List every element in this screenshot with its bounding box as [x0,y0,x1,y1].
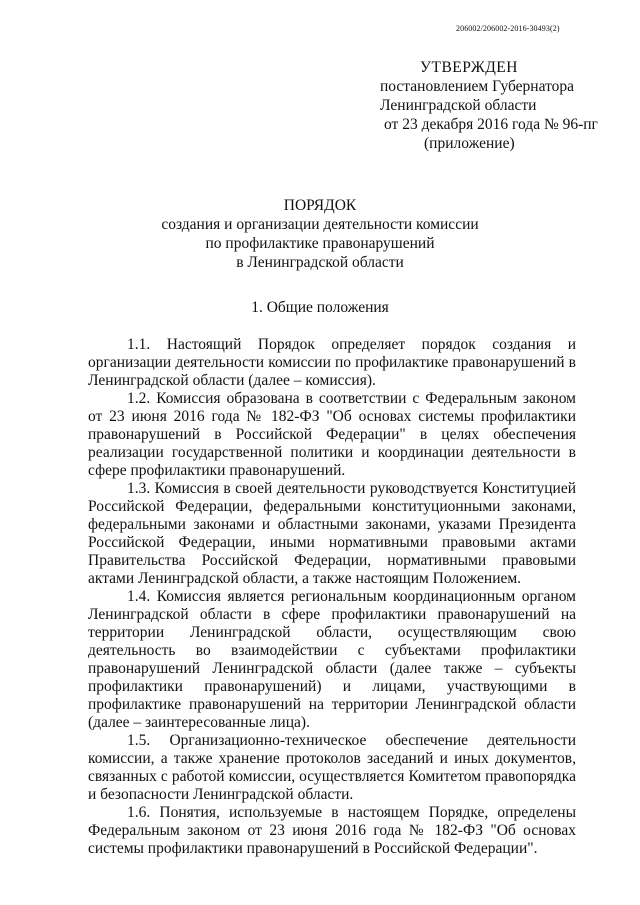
document-title-line: по профилактике правонарушений [205,235,435,252]
paragraph-1-1: 1.1. Настоящий Порядок определяет порядок создания и организации деятельности комиссии по профилактике правонарушений в Ленинградской области (далее – комиссия). [88,336,576,389]
paragraph-1-2: 1.2. Комиссия образована в соответствии с Федеральным законом от 23 июня 2016 года № 182-ФЗ "Об основах системы профилактики правонарушений в Российской Федерации" в целях обеспечения реализации государственной политики и координации деятельности в сфере профилактики правонарушений. [88,390,576,479]
paragraph-1-4: 1.4. Комиссия является региональным координационным органом Ленинградской области в сфере профилактики правонарушений на территории Ленинградской области, осуществляющим свою деятельность во взаимодействии с субъектами профилактики правонарушений Ленинградской области (далее также – субъекты профилактики правонарушений) и лицами, участвующими в профилактике правонарушений на территории Ленинградской области (далее – заинтересованные лица). [88,588,576,731]
approval-line-region: Ленинградской области [380,97,537,114]
document-title-line: в Ленинградской области [236,254,404,271]
approval-title: УТВЕРЖДЕН [420,59,518,76]
document-id: 206002/206002-2016-30493(2) [456,24,560,33]
paragraph-1-5: 1.5. Организационно-техническое обеспечение деятельности комиссии, а также хранение протоколов заседаний и иных документов, связанных с работой комиссии, осуществляется Комитетом правопорядка и безопасности Ленинградской области. [88,732,576,803]
document-title [0,196,640,272]
approval-line-decree: постановлением Губернатора [380,78,575,95]
document-title-heading: ПОРЯДОК [283,197,357,214]
section-body [88,336,576,858]
approval-line-date: от 23 декабря 2016 года № 96-пг [384,116,598,133]
approval-line-appendix: (приложение) [424,135,515,152]
document-title-line: создания и организации деятельности комиссии [161,216,479,233]
approval-block [380,58,598,153]
section-heading: 1. Общие положения [251,299,389,316]
paragraph-1-3: 1.3. Комиссия в своей деятельности руководствуется Конституцией Российской Федерации, федеральными конституционными законами, федеральными законами и областными законами, указами Президента Российской Федерации, иными нормативными правовыми актами Правительства Российской Федерации, нормативными правовыми актами Ленинградской области, а также настоящим Положением. [88,480,576,587]
paragraph-1-6: 1.6. Понятия, используемые в настоящем Порядке, определены Федеральным законом от 23 июня 2016 года № 182-ФЗ "Об основах системы профилактики правонарушений в Российской Федерации". [88,804,576,857]
